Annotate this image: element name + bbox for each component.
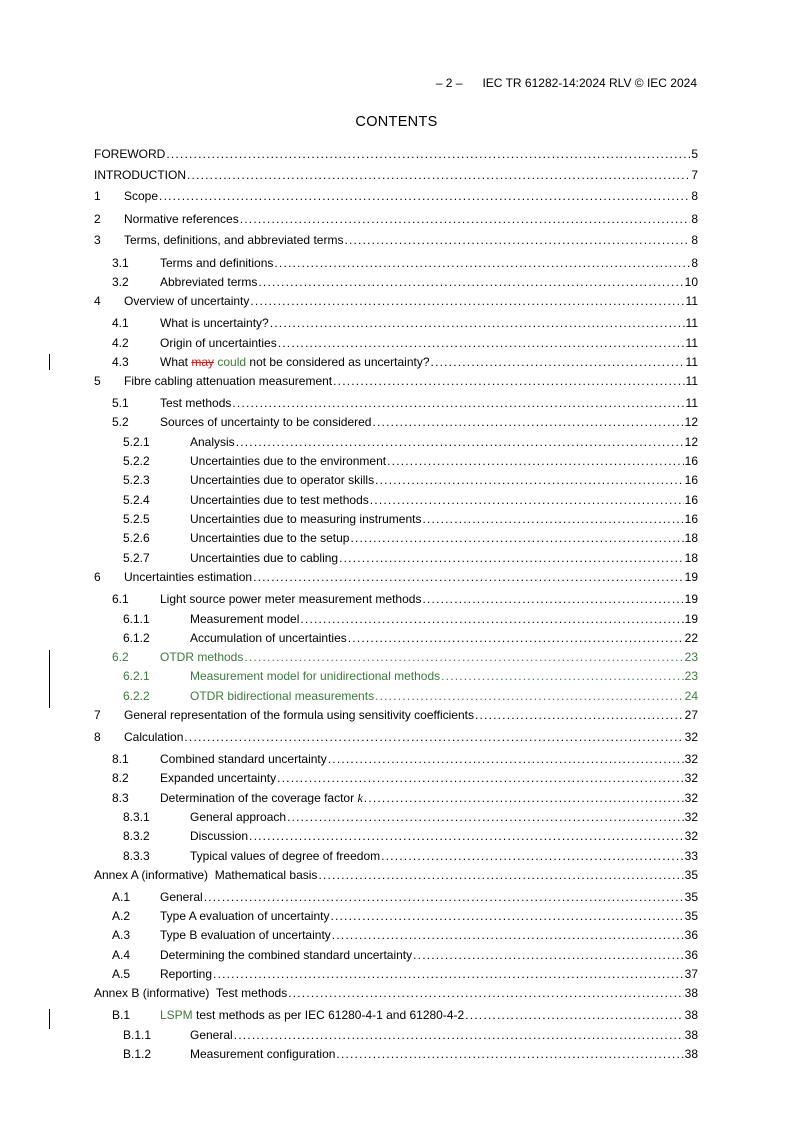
toc-entry-page: 16 bbox=[684, 493, 698, 507]
leader-dots bbox=[413, 947, 684, 963]
toc-entry-number: 3.1 bbox=[112, 256, 129, 270]
leader-dots bbox=[213, 966, 684, 982]
toc-entry-title: Measurement model for unidirectional methods bbox=[190, 669, 441, 683]
toc-entry-title: Fibre cabling attenuation measurement bbox=[124, 374, 333, 388]
leader-dots bbox=[232, 395, 684, 411]
toc-entry[interactable] bbox=[94, 1046, 698, 1062]
toc-entry-number: 4.1 bbox=[112, 316, 129, 330]
toc-entry-number: 5.2.1 bbox=[123, 435, 150, 449]
toc-entry-title bbox=[160, 790, 363, 806]
toc-entry-title: Uncertainties due to operator skills bbox=[190, 473, 375, 487]
toc-entry-page: 32 bbox=[684, 829, 698, 843]
leader-dots bbox=[336, 1046, 683, 1062]
toc-entry-number: 6.1 bbox=[112, 592, 129, 606]
toc-entry-title: General bbox=[160, 890, 203, 904]
toc-entry-page: 32 bbox=[684, 810, 698, 824]
leader-dots bbox=[364, 790, 684, 806]
toc-entry-number: A.4 bbox=[112, 948, 131, 962]
toc-entry[interactable] bbox=[94, 188, 698, 204]
toc-entry[interactable] bbox=[94, 492, 698, 508]
page-header bbox=[436, 76, 697, 90]
toc-entry[interactable] bbox=[94, 434, 698, 450]
toc-entry-number: 7 bbox=[94, 708, 101, 722]
toc-entry-number: B.1 bbox=[112, 1008, 131, 1022]
toc-entry-number: 6.2.1 bbox=[123, 669, 150, 683]
leader-dots bbox=[240, 211, 691, 227]
toc-entry-number: 5.2 bbox=[112, 415, 129, 429]
leader-dots bbox=[370, 492, 684, 508]
toc-entry-page: 36 bbox=[684, 948, 698, 962]
toc-entry-page: 11 bbox=[685, 355, 698, 369]
toc-entry-number: 8.2 bbox=[112, 771, 129, 785]
toc-entry-number: 8.3.3 bbox=[123, 849, 150, 863]
toc-entry-title: INTRODUCTION bbox=[94, 168, 186, 182]
toc-entry-page: 5 bbox=[691, 147, 698, 161]
toc-entry[interactable] bbox=[94, 255, 698, 271]
toc-entry-page: 24 bbox=[684, 689, 698, 703]
toc-entry-number: 5.2.3 bbox=[123, 473, 150, 487]
leader-dots bbox=[258, 274, 683, 290]
toc-entry-page: 16 bbox=[684, 473, 698, 487]
toc-entry-title bbox=[160, 1007, 464, 1023]
toc-entry[interactable] bbox=[94, 511, 698, 527]
leader-dots bbox=[234, 1027, 684, 1043]
toc-entry[interactable] bbox=[94, 1007, 698, 1023]
inserted-text: could bbox=[217, 355, 247, 369]
toc-entry-title: Terms and definitions bbox=[160, 256, 274, 270]
toc-entry-page: 38 bbox=[684, 986, 698, 1000]
title-text: not be considered as uncertainty? bbox=[249, 355, 430, 369]
toc-entry-number: 5.2.5 bbox=[123, 512, 150, 526]
toc-entry-number: 6 bbox=[94, 570, 101, 584]
toc-entry-number: 8 bbox=[94, 730, 101, 744]
toc-entry-page: 35 bbox=[684, 868, 698, 882]
toc-entry-page: 11 bbox=[685, 316, 698, 330]
title-text: Determination of the coverage factor bbox=[160, 791, 355, 805]
toc-entry-page: 11 bbox=[685, 374, 698, 388]
toc-entry-page: 27 bbox=[684, 708, 698, 722]
toc-entry[interactable] bbox=[94, 889, 698, 905]
leader-dots bbox=[475, 707, 684, 723]
toc-entry-number: 4.3 bbox=[112, 355, 129, 369]
toc-entry-page: 23 bbox=[684, 669, 698, 683]
toc-entry-page: 11 bbox=[685, 294, 698, 308]
toc-entry-number: A.1 bbox=[112, 890, 131, 904]
leader-dots bbox=[204, 889, 684, 905]
toc-entry-page: 38 bbox=[684, 1047, 698, 1061]
leader-dots bbox=[441, 668, 684, 684]
page-title: CONTENTS bbox=[355, 114, 438, 130]
leader-dots bbox=[350, 530, 683, 546]
toc-entry[interactable] bbox=[94, 828, 698, 844]
toc-entry[interactable] bbox=[94, 167, 698, 183]
toc-entry-title: Terms, definitions, and abbreviated terms bbox=[124, 233, 344, 247]
leader-dots bbox=[187, 167, 690, 183]
toc-entry[interactable] bbox=[94, 146, 698, 162]
toc-entry-page: 19 bbox=[684, 592, 698, 606]
toc-entry-title: Analysis bbox=[190, 435, 235, 449]
toc-entry-page: 10 bbox=[684, 275, 698, 289]
toc-entry[interactable] bbox=[94, 790, 698, 806]
toc-entry-page: 38 bbox=[684, 1028, 698, 1042]
toc-entry-number: 2 bbox=[94, 212, 101, 226]
change-bar bbox=[49, 650, 50, 708]
leader-dots bbox=[328, 751, 684, 767]
toc-entry-page: 22 bbox=[684, 631, 698, 645]
toc-entry-page: 11 bbox=[685, 336, 698, 350]
toc-entry-number: 3.2 bbox=[112, 275, 129, 289]
toc-entry-page: 8 bbox=[691, 212, 698, 226]
toc-entry[interactable] bbox=[94, 630, 698, 646]
toc-entry-title: Expanded uncertainty bbox=[160, 771, 277, 785]
toc-entry-title: Annex B (informative) Test methods bbox=[94, 986, 288, 1000]
toc-entry-page: 16 bbox=[684, 454, 698, 468]
leader-dots bbox=[339, 550, 684, 566]
leader-dots bbox=[244, 649, 683, 665]
toc-entry-number: A.3 bbox=[112, 928, 131, 942]
toc-entry[interactable] bbox=[94, 354, 698, 370]
leader-dots bbox=[184, 729, 683, 745]
toc-entry-page: 38 bbox=[684, 1008, 698, 1022]
toc-entry-number: 6.1.1 bbox=[123, 612, 150, 626]
toc-entry[interactable] bbox=[94, 707, 698, 723]
toc-entry[interactable] bbox=[94, 867, 698, 883]
toc-entry-title: Uncertainties due to cabling bbox=[190, 551, 339, 565]
leader-dots bbox=[375, 472, 684, 488]
leader-dots bbox=[372, 414, 683, 430]
toc-entry[interactable] bbox=[94, 947, 698, 963]
toc-entry-page: 33 bbox=[684, 849, 698, 863]
toc-entry-number: 8.3.2 bbox=[123, 829, 150, 843]
leader-dots bbox=[318, 867, 683, 883]
toc-entry[interactable] bbox=[94, 335, 698, 351]
toc-entry-number: 6.2 bbox=[112, 650, 129, 664]
leader-dots bbox=[166, 146, 690, 162]
toc-entry[interactable] bbox=[94, 232, 698, 248]
leader-dots bbox=[300, 611, 683, 627]
toc-entry-number: 6.2.2 bbox=[123, 689, 150, 703]
toc-entry[interactable] bbox=[94, 966, 698, 982]
toc-entry-title: Calculation bbox=[124, 730, 184, 744]
toc-entry-page: 32 bbox=[684, 791, 698, 805]
toc-entry[interactable] bbox=[94, 530, 698, 546]
toc-entry-page: 19 bbox=[684, 570, 698, 584]
toc-entry[interactable] bbox=[94, 751, 698, 767]
toc-entry[interactable] bbox=[94, 293, 698, 309]
toc-entry[interactable] bbox=[94, 611, 698, 627]
toc-entry-number: 8.1 bbox=[112, 752, 129, 766]
toc-entry-number: 5.2.4 bbox=[123, 493, 150, 507]
toc-entry-number: 5.2.7 bbox=[123, 551, 150, 565]
toc-entry-title: FOREWORD bbox=[94, 147, 166, 161]
deleted-text: may bbox=[191, 355, 215, 369]
toc-entry-page: 35 bbox=[684, 890, 698, 904]
toc-entry-number: A.2 bbox=[112, 909, 131, 923]
toc-entry-title: Typical values of degree of freedom bbox=[190, 849, 381, 863]
toc-entry-page: 32 bbox=[684, 730, 698, 744]
toc-entry-title: General bbox=[190, 1028, 233, 1042]
toc-entry-number: A.5 bbox=[112, 967, 131, 981]
toc-entry-number: B.1.1 bbox=[123, 1028, 152, 1042]
toc-entry-title: Sources of uncertainty to be considered bbox=[160, 415, 372, 429]
toc-entry-page: 32 bbox=[684, 771, 698, 785]
toc-entry-page: 11 bbox=[685, 396, 698, 410]
toc-entry-number: 5 bbox=[94, 374, 101, 388]
toc-entry-page: 35 bbox=[684, 909, 698, 923]
inserted-text: LSPM bbox=[160, 1008, 193, 1022]
toc-entry-title: Test methods bbox=[160, 396, 232, 410]
toc-entry-page: 36 bbox=[684, 928, 698, 942]
toc-entry[interactable] bbox=[94, 569, 698, 585]
toc-entry-number: 4.2 bbox=[112, 336, 129, 350]
leader-dots bbox=[330, 908, 683, 924]
leader-dots bbox=[387, 453, 684, 469]
leader-dots bbox=[277, 770, 684, 786]
leader-dots bbox=[278, 335, 685, 351]
title-text: test methods as per IEC 61280-4-1 and 61280-4-2 bbox=[196, 1008, 465, 1022]
toc-entry-page: 12 bbox=[684, 415, 698, 429]
toc-entry-title: Uncertainties estimation bbox=[124, 570, 253, 584]
toc-entry-title: Uncertainties due to the setup bbox=[190, 531, 350, 545]
toc-entry-title: Determining the combined standard uncertainty bbox=[160, 948, 413, 962]
toc-entry-number: 1 bbox=[94, 189, 101, 203]
toc-entry-number: 6.1.2 bbox=[123, 631, 150, 645]
leader-dots bbox=[431, 354, 685, 370]
toc-entry-title: Overview of uncertainty bbox=[124, 294, 250, 308]
toc-entry[interactable] bbox=[94, 927, 698, 943]
title-text: What bbox=[160, 355, 189, 369]
leader-dots bbox=[274, 255, 690, 271]
toc-entry-title: Discussion bbox=[190, 829, 249, 843]
leader-dots bbox=[288, 985, 683, 1001]
toc-entry[interactable] bbox=[94, 848, 698, 864]
document-reference: IEC TR 61282-14:2024 RLV © IEC 2024 bbox=[482, 76, 697, 90]
toc-entry-title: General approach bbox=[190, 810, 287, 824]
toc-entry-number: 4 bbox=[94, 294, 101, 308]
toc-entry-number: 5.1 bbox=[112, 396, 129, 410]
toc-entry-title bbox=[160, 354, 430, 370]
toc-entry-title: Measurement model bbox=[190, 612, 300, 626]
toc-entry-number: B.1.2 bbox=[123, 1047, 152, 1061]
toc-entry-page: 8 bbox=[691, 256, 698, 270]
leader-dots bbox=[250, 293, 684, 309]
toc-entry[interactable] bbox=[94, 770, 698, 786]
toc-entry-page: 18 bbox=[684, 531, 698, 545]
toc-entry-number: 8.3 bbox=[112, 791, 129, 805]
toc-entry[interactable] bbox=[94, 395, 698, 411]
toc-entry[interactable] bbox=[94, 729, 698, 745]
toc-entry-page: 18 bbox=[684, 551, 698, 565]
toc-entry-title: Type B evaluation of uncertainty bbox=[160, 928, 331, 942]
toc-entry-title: Abbreviated terms bbox=[160, 275, 258, 289]
toc-entry-title: Combined standard uncertainty bbox=[160, 752, 327, 766]
change-bar bbox=[49, 1009, 50, 1029]
toc-entry-number: 3 bbox=[94, 233, 101, 247]
toc-entry-title: Type A evaluation of uncertainty bbox=[160, 909, 330, 923]
toc-entry-title: Light source power meter measurement methods bbox=[160, 592, 422, 606]
leader-dots bbox=[253, 569, 684, 585]
leader-dots bbox=[465, 1007, 683, 1023]
toc-entry-page: 19 bbox=[684, 612, 698, 626]
toc-entry-title: Origin of uncertainties bbox=[160, 336, 277, 350]
toc-entry-title: Annex A (informative) Mathematical basis bbox=[94, 868, 318, 882]
toc-entry[interactable] bbox=[94, 649, 698, 665]
leader-dots bbox=[381, 848, 684, 864]
toc-entry-page: 37 bbox=[684, 967, 698, 981]
toc-entry[interactable] bbox=[94, 668, 698, 684]
toc-entry-title: Measurement configuration bbox=[190, 1047, 336, 1061]
toc-entry[interactable] bbox=[94, 414, 698, 430]
toc-entry-title: Uncertainties due to the environment bbox=[190, 454, 387, 468]
toc-entry-page: 16 bbox=[684, 512, 698, 526]
toc-entry[interactable] bbox=[94, 688, 698, 704]
leader-dots bbox=[333, 373, 684, 389]
toc-entry-number: 8.3.1 bbox=[123, 810, 150, 824]
leader-dots bbox=[375, 688, 684, 704]
toc-entry[interactable] bbox=[94, 908, 698, 924]
leader-dots bbox=[287, 809, 684, 825]
leader-dots bbox=[422, 511, 683, 527]
toc-entry-title: General representation of the formula using sensitivity coefficients bbox=[124, 708, 474, 722]
leader-dots bbox=[270, 315, 685, 331]
leader-dots bbox=[236, 434, 684, 450]
toc-entry-title: Accumulation of uncertainties bbox=[190, 631, 347, 645]
leader-dots bbox=[332, 927, 684, 943]
toc-entry[interactable] bbox=[94, 373, 698, 389]
toc-entry-title: What is uncertainty? bbox=[160, 316, 269, 330]
toc-entry-number: 5.2.2 bbox=[123, 454, 150, 468]
toc-entry[interactable] bbox=[94, 985, 698, 1001]
toc-entry-title: Scope bbox=[124, 189, 159, 203]
toc-entry-title: Uncertainties due to measuring instruments bbox=[190, 512, 422, 526]
toc-entry[interactable] bbox=[94, 472, 698, 488]
toc-entry-page: 8 bbox=[691, 189, 698, 203]
page-number: – 2 – bbox=[435, 76, 463, 90]
toc-entry-title: Normative references bbox=[124, 212, 239, 226]
toc-entry-title: OTDR methods bbox=[160, 650, 244, 664]
leader-dots bbox=[348, 630, 684, 646]
change-bar bbox=[49, 354, 50, 370]
toc-entry-title: OTDR bidirectional measurements bbox=[190, 689, 375, 703]
toc-entry[interactable] bbox=[94, 1027, 698, 1043]
toc-entry[interactable] bbox=[94, 211, 698, 227]
toc-entry[interactable] bbox=[94, 809, 698, 825]
toc-entry-number: 5.2.6 bbox=[123, 531, 150, 545]
leader-dots bbox=[159, 188, 690, 204]
coverage-factor-symbol: k bbox=[357, 791, 363, 805]
toc-entry[interactable] bbox=[94, 274, 698, 290]
leader-dots bbox=[249, 828, 684, 844]
toc-entry[interactable] bbox=[94, 550, 698, 566]
toc-entry[interactable] bbox=[94, 591, 698, 607]
toc-entry-page: 23 bbox=[684, 650, 698, 664]
toc-entry-title: Reporting bbox=[160, 967, 213, 981]
toc-entry-title: Uncertainties due to test methods bbox=[190, 493, 369, 507]
toc-entry-page: 32 bbox=[684, 752, 698, 766]
toc-entry[interactable] bbox=[94, 453, 698, 469]
toc-entry[interactable] bbox=[94, 315, 698, 331]
toc-entry-page: 8 bbox=[691, 233, 698, 247]
toc-entry-page: 7 bbox=[691, 168, 698, 182]
leader-dots bbox=[422, 591, 683, 607]
toc-entry-page: 12 bbox=[684, 435, 698, 449]
leader-dots bbox=[344, 232, 690, 248]
